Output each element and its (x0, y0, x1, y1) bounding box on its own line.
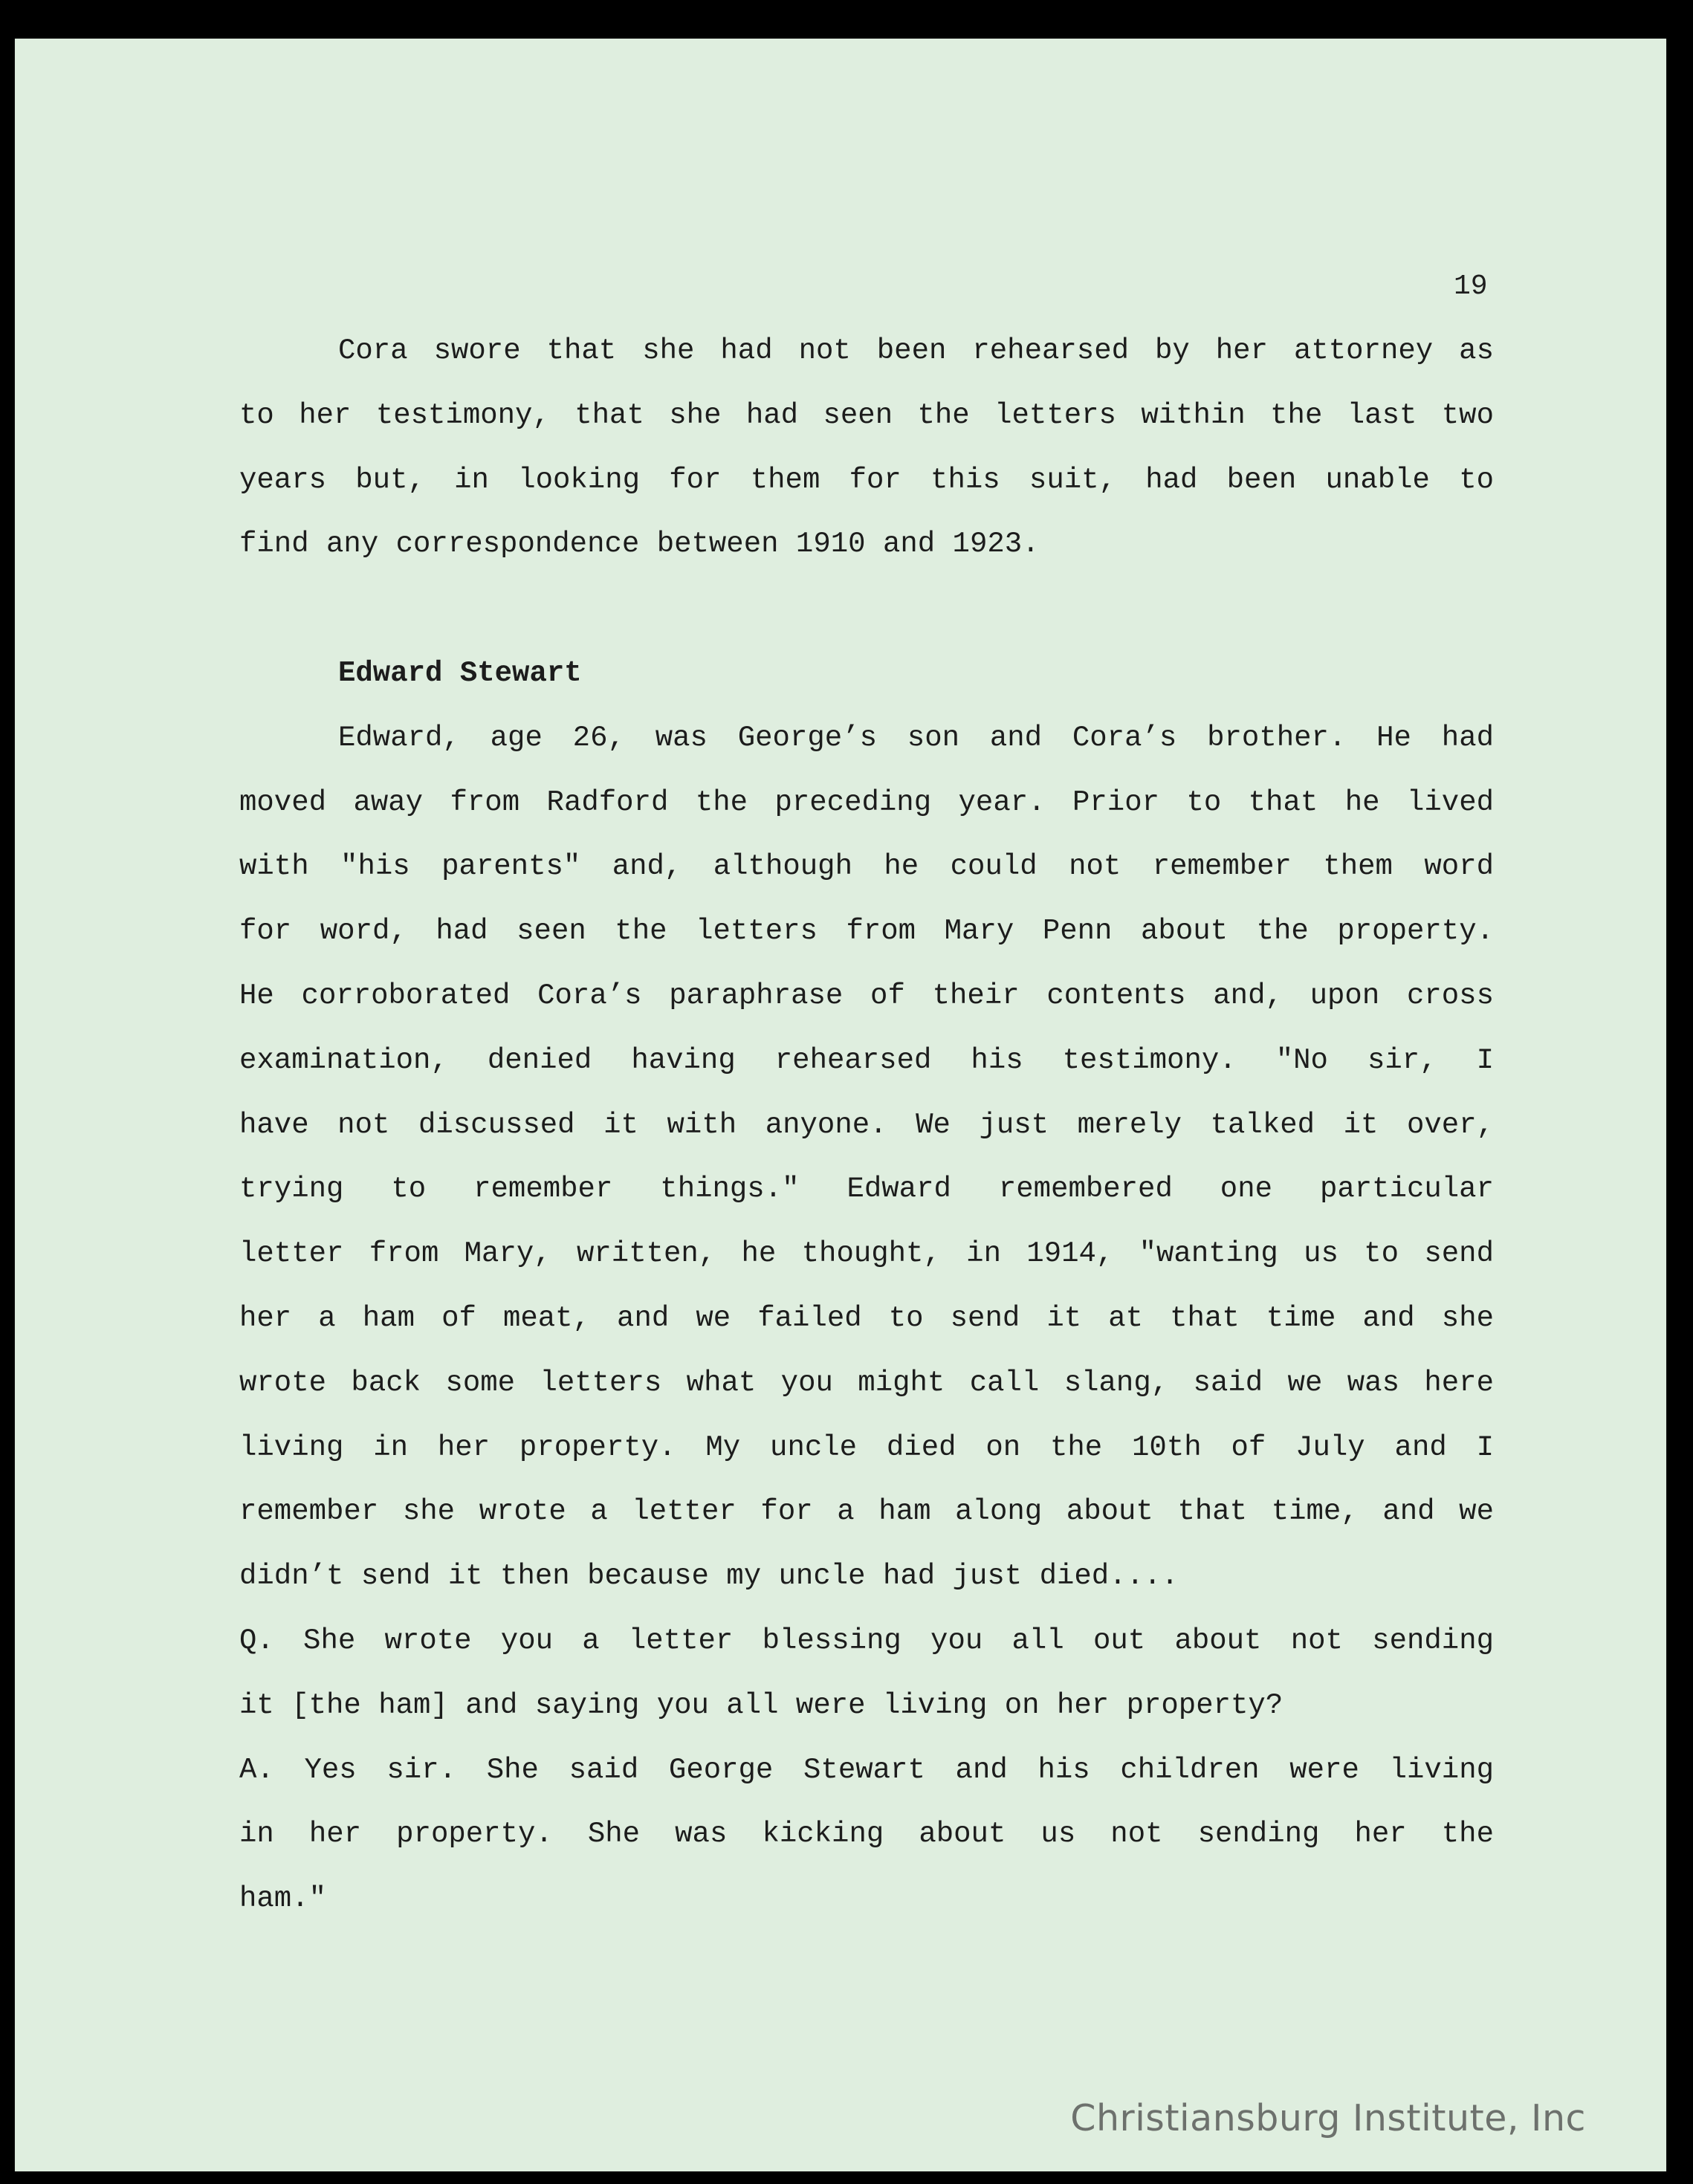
page-number: 19 (1454, 270, 1488, 302)
text-line: remember she wrote a letter for a ham along about that time, and we (239, 1495, 1494, 1529)
text-line: Q. She wrote you a letter blessing you all out about not sending (239, 1624, 1494, 1657)
section-heading: Edward Stewart (338, 656, 582, 690)
text-line: ham." (239, 1882, 327, 1916)
text-line: letter from Mary, written, he thought, in 1914, "wanting us to send (239, 1237, 1494, 1271)
text-line: her a ham of meat, and we failed to send it at that time and she (239, 1301, 1494, 1335)
text-line: Cora swore that she had not been rehearsed by her attorney as (338, 334, 1494, 367)
text-line: examination, denied having rehearsed his testimony. "No sir, I (239, 1043, 1494, 1077)
document-page (15, 39, 1666, 2171)
text-line: to her testimony, that she had seen the letters within the last two (239, 398, 1494, 432)
text-line: trying to remember things." Edward remembered one particular (239, 1173, 1494, 1206)
text-line: wrote back some letters what you might call slang, said we was here (239, 1366, 1494, 1399)
text-line: have not discussed it with anyone. We just merely talked it over, (239, 1108, 1494, 1141)
text-line: it [the ham] and saying you all were living on her property? (239, 1688, 1283, 1722)
text-line: living in her property. My uncle died on the 10th of July and I (239, 1430, 1494, 1464)
text-line: didn’t send it then because my uncle had just died.... (239, 1560, 1179, 1593)
paragraph-gap (239, 586, 1494, 651)
text-line: find any correspondence between 1910 and 1923. (239, 528, 1040, 561)
watermark: Christiansburg Institute, Inc (1070, 2097, 1586, 2139)
text-line: Edward, age 26, was George’s son and Cora’s brother. He had (338, 721, 1494, 754)
text-line: years but, in looking for them for this suit, had been unable to (239, 463, 1494, 496)
text-line: for word, had seen the letters from Mary Penn about the property. (239, 915, 1494, 948)
text-line: moved away from Radford the preceding year. Prior to that he lived (239, 785, 1494, 819)
text-line: with "his parents" and, although he could not remember them word (239, 850, 1494, 884)
text-line: A. Yes sir. She said George Stewart and his children were living (239, 1753, 1494, 1786)
page-body-text (239, 328, 1494, 1941)
text-line: He corroborated Cora’s paraphrase of their contents and, upon cross (239, 979, 1494, 1012)
text-line: in her property. She was kicking about us not sending her the (239, 1818, 1494, 1851)
